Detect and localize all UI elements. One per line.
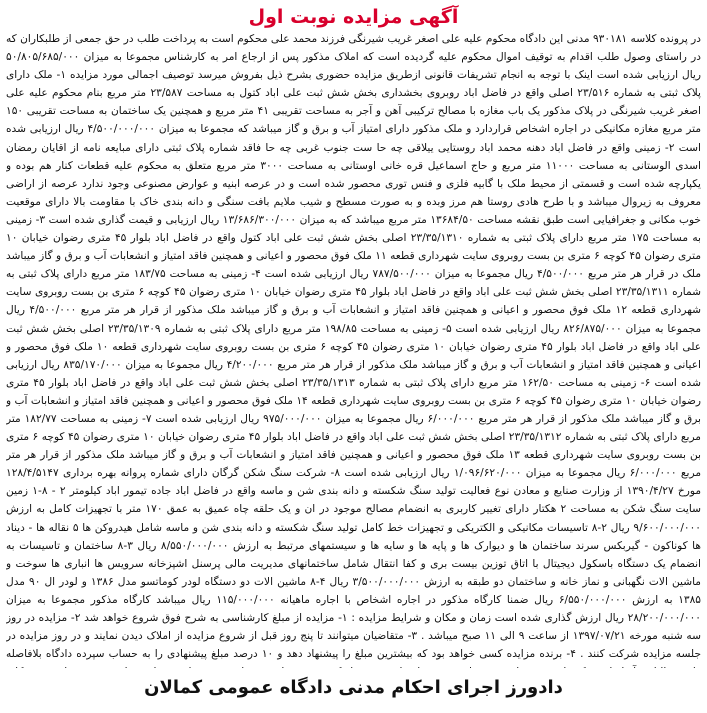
notice-title: آگهی مزایده نوبت اول — [248, 6, 459, 28]
notice-signature: دادورز اجرای احکام مدنی دادگاه عمومی کمالان — [144, 677, 563, 698]
notice-body: در پرونده کلاسه ۹۳۰۱۸۱ مدنی این دادگاه محکوم علیه علی اصغر غریب شیرنگی فرزند محمد علی محکوم است به پرداخت طلب در حق جمعی از طلبکاران که در راستای وصول طلب اقدام به توقیف اموال محکوم علیه گردیده است که املاک مذکور پس از ارجاع امر به کارشناس مجموعا به میزان ۵۰/۸۰۵/۶۸۵/۰۰۰ ریال ارزیابی شده است اینک با توجه به انجام تشریفات قانونی ازطریق مزایده حضوری بشرح ذیل بفروش میرسد توصیف اجمالی مورد مزایده ۱- ملک دارای پلاک ثبتی به شماره ۲۳/۵۱۶ اصلی واقع در فاضل اباد روبروی بخشداری بخش شش ثبت علی اباد کتول به مساحت ۲۳/۵۸۷ متر مربع بنام محکوم علیه علی اصغر غریب شیرنگی در پلاک مذکور یک باب مغازه با مصالح ترکیبی آهن و آجر به مساحت تقریبی ۴۱ متر مربع و همچنین یک ساختمان به مساحت تقریبی ۱۵۰ متر مربع مغازه مکانیکی در اجاره اشخاص قراردارد و ملک مذکور دارای امتیاز آب و برق و گاز میباشد که مجموعا به میزان ۴/۵۰۰/۰۰۰/۰۰۰ ریال ارزیابی شده است ۲- زمینی واقع در فاضل اباد دهنه محمد اباد روستایی ییلاقی چه حا ست جنوب غربی چه حا فاقد شماره پلاک ثبتی دارای مبایعه نامه از اقایان رمضان اسدی الوستانی به مساحت ۱۱۰۰۰ متر مربع و حاج اسماعیل قره خانی اوستانی به مساحت ۳۰۰۰ متر مربع متعلق به محکوم علیه قطعات کنار هم بوده و یکپارچه شده است و قسمتی از محیط ملک با گابیه فلزی و فنس توری محصور شده است و در عرصه ابنیه و عوارض مصنوعی وجود ندارد عرصه از اراضی معروف به زیروال میباشد و با طرح هادی روستا هم مرز وبده و به صورت مسطح و شیب ملایم بافت سنگی و دانه بندی خاک با مقاومت بالا دارای موقعیت خوب مکانی و جغرافیایی است طبق نقشه مساحت ۱۳۶۸۴/۵۰ متر مربع میباشد که به میزان ۱۳/۶۸۶/۳۰۰/۰۰۰ ریال ارزیابی و قیمت گذاری شده است ۳- زمینی به مساحت ۱۷۵ متر مربع دارای پلاک ثبتی به شماره ۲۳/۳۵/۱۳۱۰ اصلی بخش شش ثبت علی اباد کتول واقع در فاضل اباد بلوار ۴۵ متری رضوان خیابان ۱۰ متری رضوان ۴۵ کوچه ۶ متری بن بست روبروی سایت شهرداری قطعه ۱۱ ملک فوق محصور و اعیانی و همچنین فاقد امتیاز و انشعابات آب و برق و گاز میباشد ملک در قرار هر متر مربع ۴/۵۰۰/۰۰۰ ریال مجموعا به میزان ۷۸۷/۵۰۰/۰۰۰ ریال ارزیابی شده است ۴- زمینی به مساحت ۱۸۳/۷۵ متر مربع دارای پلاک ثبتی به شماره ۲۳/۳۵/۱۳۱۱ اصلی بخش شش ثبت علی اباد واقع در فاضل اباد بلوار ۴۵ متری رضوان خیابان ۱۰ متری رضوان ۴۵ کوچه ۶ متری بن بست روبروی سایت شهرداری قطعه ۱۲ ملک فوق محصور و اعیانی و همچنین فاقد امتیاز و انشعابات آب و برق و گاز میباشد ملک مذکور از قرار هر متر مربع ۴/۵۰۰/۰۰۰ ریال مجموعا به میزان ۸۲۶/۸۷۵/۰۰۰ ریال ارزیابی شده است ۵- زمینی به مساحت ۱۹۸/۸۵ متر مربع دارای پلاک ثبتی به شماره ۲۳/۳۵/۱۳۰۹ اصلی بخش شش ثبت علی اباد واقع در فاضل اباد بلوار ۴۵ متری رضوان خیابان ۱۰ متری رضوان ۴۵ کوچه ۶ متری بن بست روبروی سایت شهرداری قطعه ۱۰ ملک فوق محصور و اعیانی و همچنین فاقد امتیاز و انشعابات آب و برق و گاز میباشد ملک مذکور از قرار هر متر مربع ۴/۲۰۰/۰۰۰ ریال مجموعا به میزان ۸۳۵/۱۷۰/۰۰۰ ریال ارزیابی شده است ۶- زمینی به مساحت ۱۶۲/۵۰ متر مربع دارای پلاک ثبتی به شماره ۲۳/۳۵/۱۳۱۳ اصلی بخش شش ثبت علی اباد واقع در فاضل اباد بلوار ۴۵ متری رضوان خیابان ۱۰ متری رضوان ۴۵ کوچه ۶ متری بن بست روبروی سایت شهرداری قطعه ۱۴ ملک فوق محصور و اعیانی و همچنین فاقد امتیاز و انشعابات آب و برق و گاز میباشد ملک مذکور از قرار هر متر مربع ۶/۰۰۰/۰۰۰ ریال مجموعا به میزان ۹۷۵/۰۰۰/۰۰۰ ریال ارزیابی شده است ۷- زمینی به مساحت ۱۸۲/۷۷ متر مربع دارای پلاک ثبتی به شماره ۲۳/۳۵/۱۳۱۲ اصلی بخش شش ثبت علی اباد واقع در فاضل اباد بلوار ۴۵ متری رضوان خیابان ۱۰ متری رضوان ۴۵ کوچه ۶ متری بن بست روبروی سایت شهرداری قطعه ۱۳ ملک فوق محصور و اعیانی و همچنین فاقد امتیاز و انشعابات آب و برق و گاز میباشد ملک مذکور از قرار هر متر مربع ۶/۰۰۰/۰۰۰ ریال مجموعا به میزان ۱/۰۹۶/۶۲۰/۰۰۰ ریال ارزیابی شده است ۸- شرکت سنگ شکن گرگان دارای شماره پروانه بهره برداری ۱۲۸/۴/۵۱۴۷ مورخ ۱۳۹۰/۴/۲۷ از وزارت صنایع و معادن نوع فعالیت تولید سنگ شکسته و دانه بندی شن و ماسه واقع در فاضل اباد جاده تیمور اباد کیلومتر ۲ - ۸-۱ زمین سایت سنگ شکن به مساحت ۲ هکتار دارای تغییر کاربری به انضمام مصالح موجود در ان و یک حلقه چاه عمیق به عمق ۱۷۰ متر با تجهیزات کامل به ارزش ۹/۶۰۰/۰۰۰/۰۰۰ ریال ۲-۸ تاسیسات مکانیکی و الکتریکی و تجهیزات خط کامل تولید سنگ شکسته و دانه بندی شن و ماسه شامل هیدروکن ها ۵ نقاله ها - دیناد ها کوناکون - گیربکس سرند ساختمان ها و دیوارک ها و پایه ها و سایه ها و سیستمهای مرتبط به ارزش ۸/۵۵۰/۰۰۰/۰۰۰ ریال ۳-۸ ساختمان و تاسیسات به انضمام یک دستگاه باسکول دیجیتال با اتاق توزین بیست بری و کفا انتقال شامل ساختمانهای مدیریت مالی پرسنل اشپزخانه سرویس ها انباری ها سوخت و ماشین الات نگهبانی و نماز خانه و ساختمان دو طبقه به ارزش ۳/۵۰۰/۰۰۰/۰۰۰ ریال ۴-۸ ماشین الات دو دستگاه لودر کوماتسو مدل ۱۳۸۶ و لودر ال ۹۰ مدل ۱۳۸۵ به ارزش ۶/۵۵۰/۰۰۰/۰۰۰ ریال ضمنا کارگاه مذکور در اجاره اشخاص با اجاره ماهیانه ۱۱۵/۰۰۰/۰۰۰ ریال میباشد کارگاه مذکور مجموعا به میزان ۲۸/۲۰۰/۰۰۰/۰۰۰ ریال ارزش گذاری شده است زمان و مکان و شرایط مزایده : ۱- مزایده از مبلغ کارشناسی به شرح فوق شروع خواهد شد ۲- مزایده در روز سه شنبه مورخه ۱۳۹۷/۰۷/۲۱ از ساعت ۹ الی ۱۱ صبح میباشد . ۳- متقاضیان میتوانند تا پنج روز قبل از شروع مزایده از املاک دیدن نمایند و در روز مزایده در جلسه مزایده شرکت کنند . ۴- برنده مزایده کسی خواهد بود که بیشترین مبلغ را پیشنهاد دهد و ۱۰ درصد مبلغ پیشنهادی را به حساب سپرده دادگاه بلافاصله — [6, 33, 701, 661]
